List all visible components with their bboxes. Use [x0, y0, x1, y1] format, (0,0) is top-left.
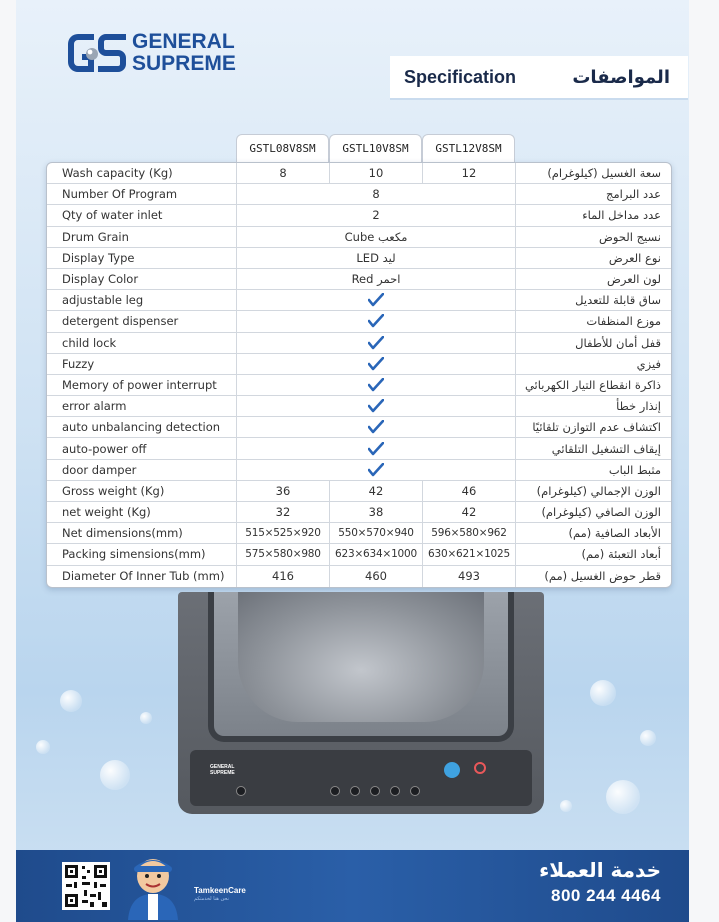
spec-label-en: Qty of water inlet: [47, 205, 237, 225]
spec-values: [237, 227, 516, 247]
spec-label-ar: لون العرض: [606, 272, 661, 287]
red-indicator: [474, 762, 486, 774]
spec-value: 416: [272, 569, 294, 584]
spec-label-ar: إنذار خطأ: [616, 399, 661, 414]
model-header: GSTL12V8SM: [422, 134, 515, 162]
spec-value: Red احمر: [351, 272, 401, 287]
spec-values: [237, 311, 516, 331]
spec-values: [237, 396, 516, 416]
check-icon: [368, 399, 384, 413]
spec-value: LED ليد: [356, 250, 396, 265]
washing-machine-image: [178, 592, 544, 814]
spec-value: 8: [372, 187, 380, 202]
power-button: [236, 786, 246, 796]
title-en: Specification: [404, 66, 517, 87]
spec-row: [47, 438, 671, 459]
check-icon: [368, 420, 384, 434]
spec-label-en: Wash capacity (Kg): [47, 163, 237, 183]
spec-value: 42: [329, 481, 422, 501]
check-icon: [368, 442, 384, 456]
spec-label-en: Net dimensions(mm): [47, 523, 237, 543]
right-margin: [689, 0, 719, 922]
spec-check: [237, 311, 515, 331]
spec-row: [47, 333, 671, 354]
spec-label-ar: أبعاد التعبئة (مم): [581, 547, 661, 562]
spec-check: [237, 460, 515, 480]
spec-row: [47, 205, 671, 226]
brand-logo: [66, 30, 236, 76]
spec-row: [47, 290, 671, 311]
spec-label-ar: عدد البرامج: [606, 187, 661, 202]
spec-label-ar: عدد مداخل الماء: [582, 208, 661, 223]
spec-row: [47, 396, 671, 417]
spec-value: 2: [372, 208, 380, 223]
left-margin: [0, 0, 16, 922]
spec-label-en: adjustable leg: [47, 290, 237, 310]
spec-values: [237, 460, 516, 480]
panel-button: [330, 786, 340, 796]
machine-tub: [238, 592, 484, 722]
spec-row: [47, 523, 671, 544]
spec-label-en: Display Color: [47, 269, 237, 289]
spec-label-ar: إيقاف التشغيل التلقائي: [551, 441, 661, 456]
customer-service-phone[interactable]: 800 244 4464: [551, 886, 661, 905]
check-icon: [368, 357, 384, 371]
spec-values: [237, 544, 516, 564]
bubble-decoration: [606, 780, 640, 814]
spec-values: [237, 290, 516, 310]
spec-label-en: Gross weight (Kg): [47, 481, 237, 501]
spec-row: [47, 544, 671, 565]
spec-label-en: Memory of power interrupt: [47, 375, 237, 395]
footer-bar: [16, 850, 689, 922]
spec-label-ar: فيزي: [636, 356, 661, 371]
spec-values: [237, 375, 516, 395]
spec-value: 42: [422, 502, 515, 522]
spec-row: [47, 481, 671, 502]
spec-value: 36: [275, 483, 291, 498]
spec-label-en: auto-power off: [47, 438, 237, 458]
spec-check: [237, 417, 515, 437]
spec-check: [237, 354, 515, 374]
gs-logo-icon: [66, 30, 128, 76]
spec-label-en: Packing simensions(mm): [47, 544, 237, 564]
spec-check: [237, 438, 515, 458]
spec-row: [47, 566, 671, 587]
machine-lid: [208, 592, 514, 742]
model-header: GSTL08V8SM: [236, 134, 329, 162]
panel-logo: [210, 764, 235, 776]
spec-label-ar: سعة الغسيل (كيلوغرام): [547, 166, 661, 181]
panel-logo-line-1: GENERAL: [210, 764, 235, 770]
panel-button: [390, 786, 400, 796]
spec-value: 575×580×980: [245, 548, 321, 561]
spec-values: [237, 354, 516, 374]
spec-values: [237, 481, 516, 501]
spec-label-ar: نوع العرض: [608, 250, 661, 265]
spec-value: 38: [329, 502, 422, 522]
technician-mascot-icon: [118, 854, 188, 920]
tamkeen-care-logo: TamkeenCare: [194, 886, 246, 895]
spec-row: [47, 417, 671, 438]
spec-value: 10: [329, 163, 422, 183]
spec-label-ar: الوزن الصافي (كيلوغرام): [541, 505, 661, 520]
panel-button: [370, 786, 380, 796]
spec-label-ar: قطر حوض الغسيل (مم): [544, 569, 661, 584]
spec-row: [47, 375, 671, 396]
panel-button: [350, 786, 360, 796]
spec-value: 12: [422, 163, 515, 183]
spec-label-en: Display Type: [47, 248, 237, 268]
bubble-decoration: [590, 680, 616, 706]
spec-label-en: Drum Grain: [47, 227, 237, 247]
spec-values: [237, 333, 516, 353]
spec-value: Cube مكعب: [344, 229, 408, 244]
control-panel: [190, 750, 532, 806]
spec-label-en: Fuzzy: [47, 354, 237, 374]
tamkeen-care-tagline: نحن هنا لخدمتكم: [194, 896, 229, 902]
spec-row: [47, 502, 671, 523]
spec-value: 460: [329, 566, 422, 587]
spec-values: [237, 438, 516, 458]
spec-label-ar: ساق قابلة للتعديل: [575, 293, 661, 308]
spec-row: [47, 354, 671, 375]
spec-row: [47, 460, 671, 481]
spec-values: [237, 205, 516, 225]
spec-label-en: error alarm: [47, 396, 237, 416]
spec-value: 630×621×1025: [422, 544, 515, 564]
spec-check: [237, 290, 515, 310]
spec-check: [237, 375, 515, 395]
spec-label-ar: مثبط الباب: [608, 462, 661, 477]
spec-label-en: detergent dispenser: [47, 311, 237, 331]
bubble-decoration: [640, 730, 656, 746]
spec-label-en: door damper: [47, 460, 237, 480]
bubble-decoration: [140, 712, 152, 724]
spec-values: [237, 566, 516, 587]
model-header: GSTL10V8SM: [329, 134, 422, 162]
check-icon: [368, 378, 384, 392]
spec-row: [47, 269, 671, 290]
customer-service-label: خدمة العملاء: [539, 858, 661, 882]
qr-code-icon: [62, 862, 110, 910]
spec-check: [237, 333, 515, 353]
spec-label-ar: موزع المنظفات: [586, 314, 661, 329]
spec-row: [47, 163, 671, 184]
bubble-decoration: [36, 740, 50, 754]
spec-label-ar: ذاكرة انقطاع التيار الكهربائي: [524, 377, 661, 392]
panel-logo-line-2: SUPREME: [210, 770, 235, 776]
spec-value: 515×525×920: [245, 527, 321, 540]
check-icon: [368, 314, 384, 328]
brand-line-1: GENERAL: [132, 30, 235, 53]
spec-label-ar: الوزن الإجمالي (كيلوغرام): [536, 483, 661, 498]
start-button: [444, 762, 460, 778]
spec-values: [237, 417, 516, 437]
spec-label-ar: قفل أمان للأطفال: [575, 335, 661, 350]
specification-header: [390, 56, 688, 100]
spec-values: [237, 248, 516, 268]
spec-check: [237, 396, 515, 416]
spec-values: [237, 184, 516, 204]
spec-values: [237, 269, 516, 289]
spec-row: [47, 311, 671, 332]
spec-label-ar: الأبعاد الصافية (مم): [568, 526, 661, 541]
spec-values: [237, 502, 516, 522]
spec-table: [46, 162, 672, 588]
spec-value: 46: [422, 481, 515, 501]
bubble-decoration: [560, 800, 572, 812]
spec-value: 8: [279, 166, 287, 181]
spec-label-ar: نسيج الحوض: [599, 229, 661, 244]
spec-value: 32: [275, 505, 291, 520]
spec-value: 493: [422, 566, 515, 587]
spec-value: 623×634×1000: [329, 544, 422, 564]
spec-row: [47, 184, 671, 205]
check-icon: [368, 293, 384, 307]
spec-label-en: auto unbalancing detection: [47, 417, 237, 437]
check-icon: [368, 463, 384, 477]
title-ar: المواصفات: [572, 66, 670, 88]
spec-row: [47, 248, 671, 269]
spec-label-ar: اكتشاف عدم التوازن تلقائيًا: [532, 420, 661, 435]
bubble-decoration: [60, 690, 82, 712]
spec-value: 550×570×940: [329, 523, 422, 543]
spec-label-en: Diameter Of Inner Tub (mm): [47, 566, 237, 587]
bubble-decoration: [100, 760, 130, 790]
spec-values: [237, 523, 516, 543]
model-header-row: [236, 134, 515, 162]
spec-label-en: Number Of Program: [47, 184, 237, 204]
spec-values: [237, 163, 516, 183]
spec-label-en: child lock: [47, 333, 237, 353]
spec-label-en: net weight (Kg): [47, 502, 237, 522]
brand-line-2: SUPREME: [132, 52, 236, 75]
panel-button: [410, 786, 420, 796]
check-icon: [368, 336, 384, 350]
spec-row: [47, 227, 671, 248]
spec-value: 596×580×962: [422, 523, 515, 543]
